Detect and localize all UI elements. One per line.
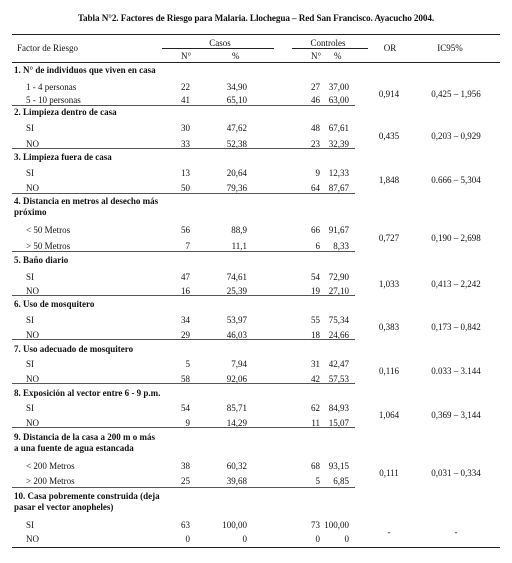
- or-value: 0,914: [378, 89, 400, 99]
- controles-n: 54: [311, 272, 320, 282]
- row-label: NO: [26, 330, 39, 340]
- controles-pct: 91,67: [328, 225, 349, 235]
- group-separator: [12, 487, 355, 488]
- row-label: SI: [26, 359, 35, 369]
- ic95-value: 0.666 – 5,304: [431, 175, 481, 185]
- group-separator: [12, 427, 355, 428]
- controles-pct: 24,66: [328, 330, 349, 340]
- row-label: NO: [26, 418, 39, 428]
- controles-pct: 37,00: [328, 82, 349, 92]
- row-label: SI: [26, 168, 35, 178]
- table-bottom-rule: [12, 547, 500, 548]
- controles-n: 46: [311, 95, 320, 105]
- row-label: NO: [26, 139, 39, 149]
- header-casos-pct: %: [232, 51, 240, 61]
- controles-n: 5: [315, 476, 320, 486]
- row-label: < 50 Metros: [26, 225, 71, 235]
- controles-pct: 27,10: [328, 286, 349, 296]
- casos-n: 63: [181, 520, 190, 530]
- group-title: 6. Uso de mosquitero: [14, 299, 95, 309]
- casos-pct: 85,71: [226, 403, 247, 413]
- casos-n: 58: [181, 374, 190, 384]
- table-top-rule: [12, 34, 500, 35]
- casos-pct: 34,90: [226, 82, 247, 92]
- header-casos-n: N°: [181, 51, 192, 61]
- controles-pct: 42,47: [328, 359, 349, 369]
- ic95-value: 0,203 – 0,929: [431, 131, 481, 141]
- casos-pct: 65,10: [226, 95, 247, 105]
- group-title: a una fuente de agua estancada: [14, 443, 134, 453]
- casos-pct: 60,32: [226, 461, 247, 471]
- row-label: 5 - 10 personas: [26, 95, 81, 105]
- header-controles-pct: %: [334, 51, 342, 61]
- casos-pct: 92,06: [226, 374, 247, 384]
- group-title: próximo: [14, 207, 47, 217]
- controles-pct: 100,00: [324, 520, 349, 530]
- casos-pct: 0: [242, 534, 247, 544]
- ic95-value: -: [454, 527, 458, 537]
- controles-n: 73: [311, 520, 320, 530]
- group-title: 3. Limpieza fuera de casa: [14, 152, 112, 162]
- header-factor: Factor de Riesgo: [17, 43, 78, 53]
- controles-n: 9: [315, 168, 320, 178]
- casos-pct: 46,03: [226, 330, 247, 340]
- ic95-value: 0,413 – 2,242: [431, 279, 481, 289]
- or-value: -: [387, 527, 391, 537]
- casos-n: 5: [185, 359, 190, 369]
- controles-pct: 6,85: [333, 476, 349, 486]
- casos-n: 54: [181, 403, 190, 413]
- header-controles-n: N°: [311, 51, 322, 61]
- casos-underline: [162, 48, 274, 49]
- group-title: 10. Casa pobremente construida (deja: [14, 491, 160, 501]
- header-bottom-rule: [12, 62, 500, 63]
- casos-n: 41: [181, 95, 190, 105]
- ic95-value: 0,425 – 1,956: [431, 89, 481, 99]
- or-value: 0,116: [379, 366, 399, 376]
- casos-pct: 52,38: [226, 139, 247, 149]
- or-value: 1,064: [378, 410, 400, 420]
- casos-n: 38: [181, 461, 190, 471]
- controles-n: 18: [311, 330, 320, 340]
- or-value: 0,435: [378, 131, 400, 141]
- controles-pct: 75,34: [328, 315, 349, 325]
- group-separator: [12, 295, 355, 296]
- row-label: SI: [26, 123, 35, 133]
- group-title: 9. Distancia de la casa a 200 m o más: [14, 432, 155, 442]
- controles-n: 66: [311, 225, 320, 235]
- controles-n: 68: [311, 461, 320, 471]
- controles-pct: 84,93: [328, 403, 349, 413]
- controles-pct: 93,15: [328, 461, 349, 471]
- casos-n: 0: [185, 534, 190, 544]
- or-value: 1,033: [378, 279, 400, 289]
- row-label: SI: [26, 315, 35, 325]
- group-title: 2. Limpieza dentro de casa: [14, 107, 117, 117]
- table-title: Tabla N°2. Factores de Riesgo para Malaria. Llochegua – Red San Francisco. Ayacucho 2004.: [77, 13, 435, 23]
- ic95-value: 0.033 – 3.144: [431, 366, 481, 376]
- group-separator: [12, 251, 355, 252]
- row-label: NO: [26, 374, 39, 384]
- or-value: 0,383: [378, 322, 400, 332]
- casos-pct: 11,1: [231, 241, 247, 251]
- casos-pct: 88,9: [231, 225, 247, 235]
- controles-n: 62: [311, 403, 320, 413]
- ic95-value: 0,031 – 0,334: [431, 468, 481, 478]
- controles-pct: 32,39: [328, 139, 349, 149]
- controles-pct: 57,53: [328, 374, 349, 384]
- row-label: NO: [26, 286, 39, 296]
- controles-pct: 67,61: [328, 123, 349, 133]
- ic95-value: 0,173 – 0,842: [431, 322, 481, 332]
- controles-n: 27: [311, 82, 320, 92]
- controles-n: 64: [311, 183, 320, 193]
- casos-n: 47: [181, 272, 190, 282]
- controles-pct: 0: [344, 534, 349, 544]
- group-title: 5. Baño diario: [14, 255, 69, 265]
- controles-pct: 87,67: [328, 183, 349, 193]
- casos-pct: 25,39: [226, 286, 247, 296]
- controles-n: 42: [311, 374, 320, 384]
- ic95-value: 0,369 – 3,144: [431, 410, 481, 420]
- row-label: SI: [26, 403, 35, 413]
- controles-underline: [292, 48, 368, 49]
- or-value: 0,727: [378, 233, 400, 243]
- casos-pct: 7,94: [231, 359, 247, 369]
- group-separator: [12, 193, 355, 194]
- controles-pct: 15,07: [328, 418, 349, 428]
- casos-n: 29: [181, 330, 190, 340]
- row-label: > 50 Metros: [26, 241, 71, 251]
- group-title: 8. Exposición al vector entre 6 - 9 p.m.: [14, 388, 161, 398]
- casos-pct: 74,61: [226, 272, 247, 282]
- controles-n: 0: [315, 534, 320, 544]
- controles-n: 48: [311, 123, 320, 133]
- casos-n: 30: [181, 123, 190, 133]
- casos-n: 50: [181, 183, 190, 193]
- row-label: NO: [26, 534, 39, 544]
- controles-pct: 12,33: [328, 168, 349, 178]
- ic95-value: 0,190 – 2,698: [431, 233, 481, 243]
- row-label: SI: [26, 520, 35, 530]
- casos-n: 7: [185, 241, 190, 251]
- controles-n: 55: [311, 315, 320, 325]
- casos-n: 33: [181, 139, 190, 149]
- row-label: SI: [26, 272, 35, 282]
- group-separator: [12, 148, 355, 149]
- group-title: 4. Distancia en metros al desecho más: [14, 196, 159, 206]
- row-label: < 200 Metros: [26, 461, 75, 471]
- controles-pct: 72,90: [328, 272, 349, 282]
- casos-pct: 14,29: [226, 418, 247, 428]
- casos-pct: 100,00: [222, 520, 247, 530]
- controles-n: 19: [311, 286, 320, 296]
- casos-n: 56: [181, 225, 190, 235]
- or-value: 1,848: [378, 175, 400, 185]
- casos-n: 16: [181, 286, 190, 296]
- casos-n: 34: [181, 315, 190, 325]
- group-separator: [12, 105, 355, 106]
- group-title: pasar el vector anopheles): [14, 502, 114, 512]
- casos-pct: 47,62: [226, 123, 247, 133]
- casos-n: 13: [181, 168, 190, 178]
- header-ic: IC95%: [437, 43, 463, 53]
- casos-n: 22: [181, 82, 190, 92]
- controles-n: 11: [311, 418, 320, 428]
- row-label: 1 - 4 personas: [26, 82, 77, 92]
- casos-pct: 20,64: [226, 168, 247, 178]
- casos-n: 25: [181, 476, 190, 486]
- controles-n: 23: [311, 139, 320, 149]
- header-controles: Controles: [310, 38, 346, 48]
- header-or: OR: [383, 43, 397, 53]
- group-title: 7. Uso adecuado de mosquitero: [14, 344, 134, 354]
- row-label: > 200 Metros: [26, 476, 75, 486]
- group-separator: [12, 339, 355, 340]
- controles-pct: 63,00: [328, 95, 349, 105]
- controles-n: 6: [315, 241, 320, 251]
- controles-n: 31: [311, 359, 320, 369]
- row-label: NO: [26, 183, 39, 193]
- casos-pct: 39,68: [226, 476, 247, 486]
- group-separator: [12, 383, 355, 384]
- controles-pct: 8,33: [333, 241, 349, 251]
- casos-n: 9: [185, 418, 190, 428]
- casos-pct: 79,36: [226, 183, 247, 193]
- casos-pct: 53,97: [226, 315, 247, 325]
- or-value: 0,111: [379, 468, 399, 478]
- header-casos: Casos: [209, 38, 231, 48]
- group-title: 1. N° de individuos que viven en casa: [14, 65, 156, 75]
